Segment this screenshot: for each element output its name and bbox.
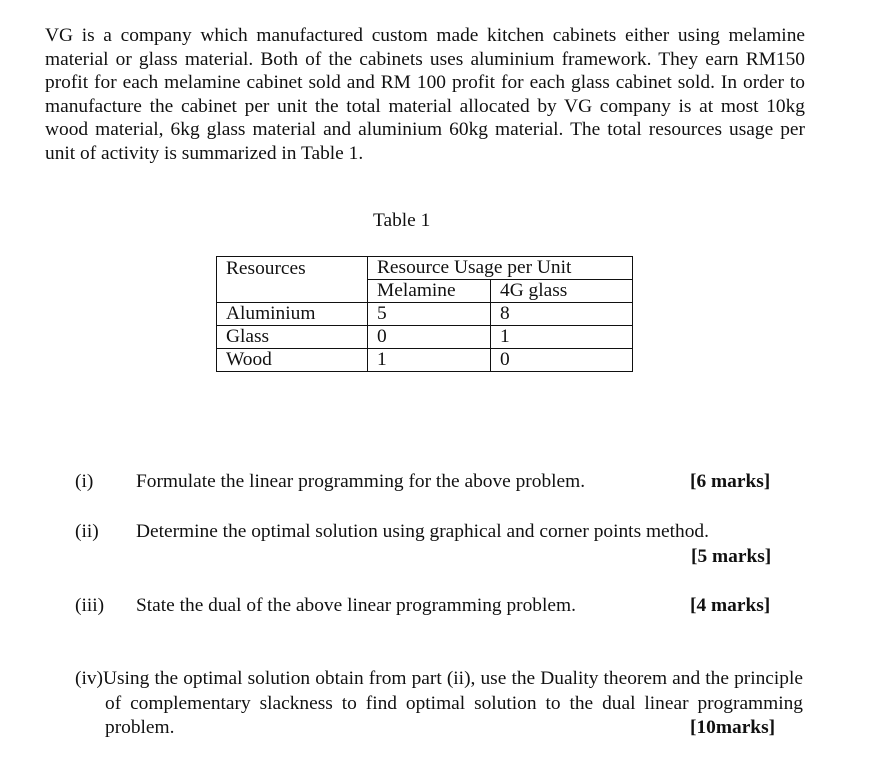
cell-melamine: 0 <box>368 326 491 349</box>
question-marks: [5 marks] <box>691 546 772 567</box>
cell-melamine: 5 <box>368 303 491 326</box>
table-caption: Table 1 <box>373 210 431 231</box>
cell-glass: 1 <box>491 326 633 349</box>
header-resource-usage: Resource Usage per Unit <box>368 257 633 280</box>
question-number: (i) <box>75 471 94 492</box>
question-marks: [10marks] <box>690 717 776 738</box>
table-header-row <box>217 257 633 280</box>
question-text: Determine the optimal solution using graphical and corner points method. <box>136 521 709 542</box>
question-marks: [6 marks] <box>690 471 771 492</box>
cell-resource: Aluminium <box>217 303 368 326</box>
table-row <box>217 303 633 326</box>
cell-resource: Glass <box>217 326 368 349</box>
cell-glass: 8 <box>491 303 633 326</box>
cell-resource: Wood <box>217 349 368 372</box>
question-text: Using the optimal solution obtain from part (ii), use the Duality theorem and the principle of complementary slackness to find optimal solution to the dual linear programming problem. <box>103 668 803 738</box>
question-text: State the dual of the above linear programming problem. <box>136 595 576 616</box>
question-text: Formulate the linear programming for the above problem. <box>136 471 586 492</box>
question-number: (ii) <box>75 521 99 542</box>
intro-paragraph: VG is a company which manufactured custom made kitchen cabinets either using melamine material or glass material. Both of the cabinets uses aluminium framework. They earn RM150 profit for each melamine cabinet sold and RM 100 profit for each glass cabinet sold. In order to manufacture the cabinet per unit the total material allocated by VG company is at most 10kg wood material, 6kg glass material and aluminium 60kg material. The total resources usage per unit of activity is summarized in Table 1. <box>45 25 805 164</box>
cell-melamine: 1 <box>368 349 491 372</box>
question-number: (iv) <box>75 668 103 689</box>
table-row <box>217 349 633 372</box>
header-4g-glass: 4G glass <box>491 280 633 303</box>
header-resources: Resources <box>217 257 368 303</box>
question-marks: [4 marks] <box>690 595 771 616</box>
table-row <box>217 326 633 349</box>
question-number: (iii) <box>75 595 105 616</box>
resource-usage-table <box>216 256 633 372</box>
cell-glass: 0 <box>491 349 633 372</box>
header-melamine: Melamine <box>368 280 491 303</box>
